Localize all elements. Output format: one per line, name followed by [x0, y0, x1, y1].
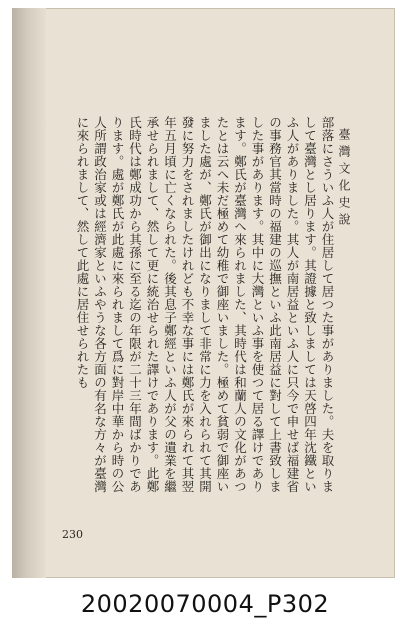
book-page [12, 8, 395, 578]
body-paragraph: 部落にさういふ人が住居して居つた事がありました。夫を取りまして臺灣とし居ります。其證據と致しましては天啓四年沈鐵といふ人がありました。其人が南居益といふ人に只今で申せば福建省の事務官其當時の福建の巡撫といふ此南居益に對して上書致しました事があります。其中に大灣といふ事を使つて居る譯けであります。鄭氏が臺灣へ來られました、其時代は和蘭人の文化があつたとは云へ未だ極めて幼稚で御座いました。極めて貧弱で御座いました處が、鄭氏が御出になりまして非常に力を入れられて其開發に努力をされましたけれども不幸な事には鄭氏が來られて其翌年五月頃に亡くなられた。後其息子鄭經といふ人が父の遺業を繼承せられまして、然して更に統治せられた譯けであります。此鄭氏時代は鄭成功から其孫に至る迄の年限が二十三年間ばかりであります。處が鄭氏が此處に來られまして爲に對岸中華から時の公人所謂政治家或は經濟家といふやうな各方面の有名な方々が臺灣に來られまして、然して此處に居住せられたも [75, 116, 335, 493]
running-head: 臺灣文化史說 [337, 128, 351, 230]
page-number: 230 [62, 528, 83, 541]
body-text [75, 116, 336, 504]
image-caption: 20020070004_P302 [80, 590, 330, 618]
page-gutter [12, 8, 46, 578]
